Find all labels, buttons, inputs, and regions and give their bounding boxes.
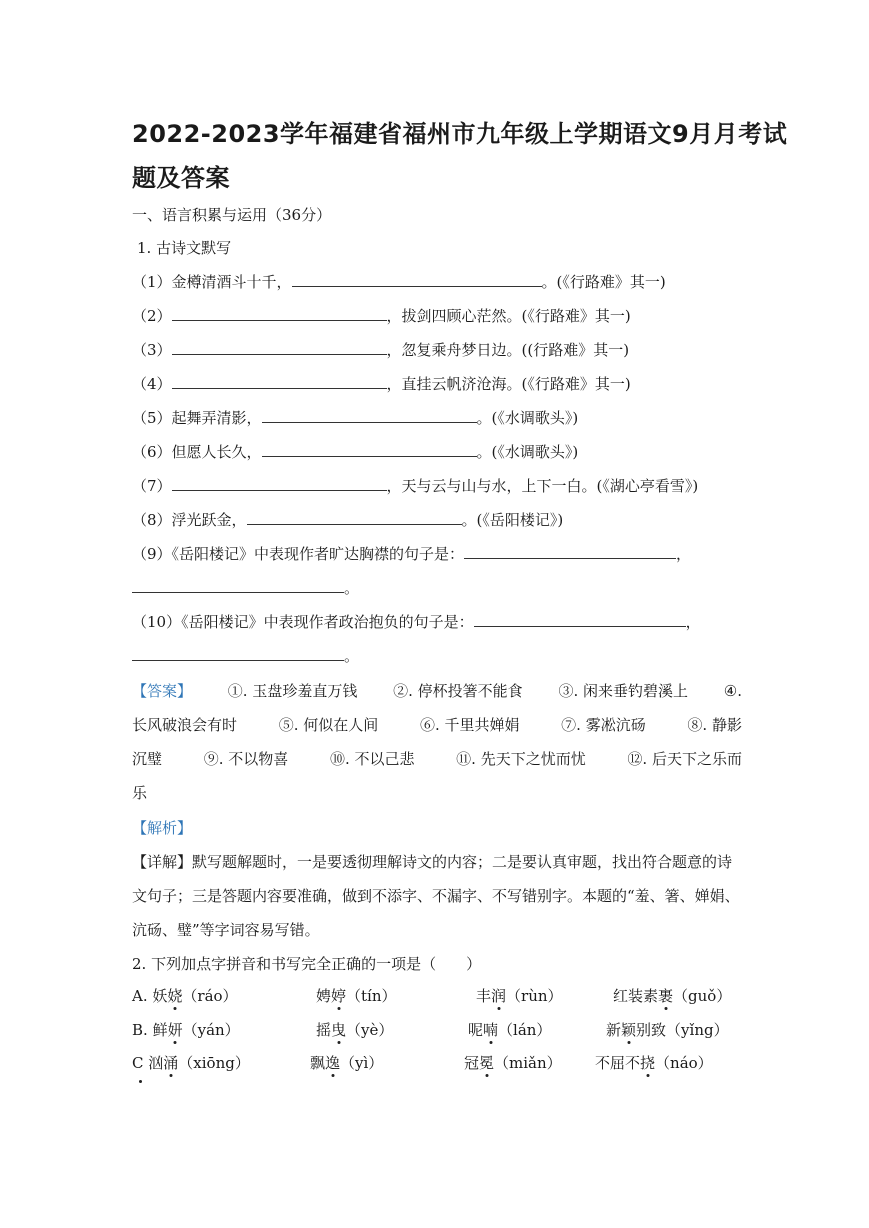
dotted-char: 颖	[621, 1021, 637, 1039]
answer-item: 沉璧	[132, 750, 163, 768]
answer-tag: 【答案】	[132, 682, 193, 700]
answer-item: ⑦. 雾凇沆砀	[561, 716, 646, 734]
answer-item: ④.	[723, 682, 742, 700]
pinyin: （ráo）	[182, 987, 238, 1005]
answer-blank	[132, 646, 344, 661]
word-char: 摇	[316, 1021, 332, 1039]
item-source: 。(《岳阳楼记》)	[461, 511, 564, 529]
answer-item: ②. 停杯投箸不能食	[393, 682, 523, 700]
q1-item-10	[132, 612, 701, 632]
option-a-word-3	[476, 986, 563, 1006]
q1-item-9-cont	[132, 578, 359, 598]
q1-item-1	[132, 272, 666, 292]
item-text: （10）《岳阳楼记》中表现作者政治抱负的句子是：	[132, 613, 474, 631]
item-text: （8）浮光跃金，	[132, 511, 247, 529]
option-b-word-4	[606, 1020, 729, 1040]
item-source: ，拔剑四顾心茫然。(《行路难》其一)	[386, 307, 631, 325]
pinyin: （yì）	[340, 1054, 384, 1072]
q1-item-10-cont	[132, 646, 359, 666]
option-a-word-4	[613, 986, 731, 1006]
dotted-char: 润	[491, 987, 507, 1005]
q1-item-3	[132, 340, 629, 360]
word-char: 呢	[468, 1021, 484, 1039]
answer-item: ⑫. 后天下之乐而	[627, 750, 742, 768]
item-text: （7）	[132, 477, 172, 495]
item-source: ，直挂云帆济沧海。(《行路难》其一)	[386, 375, 631, 393]
item-source: 。(《行路难》其一)	[541, 273, 666, 291]
answer-row-2	[132, 715, 742, 735]
option-c-word-1	[132, 1053, 250, 1073]
option-c-word-3	[464, 1053, 562, 1073]
pinyin: （lán）	[498, 1021, 552, 1039]
dotted-char: 妍	[167, 1021, 183, 1039]
answer-item: ⑥. 千里共婵娟	[419, 716, 520, 734]
pinyin: （xiōng）	[178, 1054, 250, 1072]
item-text: （3）	[132, 341, 172, 359]
word-char: 飘	[310, 1054, 326, 1072]
answer-blank	[247, 510, 462, 525]
answer-blank	[464, 544, 676, 559]
pinyin: （yè）	[346, 1021, 394, 1039]
answer-item: ⑩. 不以己悲	[329, 750, 415, 768]
q1-item-4	[132, 374, 631, 394]
answer-item: ⑤. 何似在人间	[278, 716, 379, 734]
dotted-char: 喃	[483, 1021, 499, 1039]
option-a-word-1	[132, 986, 238, 1006]
pinyin: （yǐng）	[666, 1021, 729, 1039]
pinyin: （miǎn）	[494, 1054, 562, 1072]
pinyin: （rùn）	[506, 987, 563, 1005]
item-punct: ，	[685, 613, 701, 631]
option-b-word-2	[316, 1020, 393, 1040]
answer-blank	[474, 612, 686, 627]
answer-row-1	[132, 681, 742, 701]
dotted-char: 挠	[640, 1054, 656, 1072]
item-punct: 。	[344, 647, 360, 665]
word-char: 新	[606, 1021, 622, 1039]
option-label: C	[132, 1054, 149, 1072]
emphasis-dot	[139, 1080, 142, 1083]
option-label: B.	[132, 1021, 153, 1039]
q1-item-8	[132, 510, 563, 530]
answer-blank	[262, 442, 477, 457]
option-b-word-1	[132, 1020, 240, 1040]
word-char: 汹	[148, 1054, 164, 1072]
dotted-char: 涌	[163, 1054, 179, 1072]
analysis-line-1: 【详解】默写题解题时，一是要透彻理解诗文的内容；二是要认真审题，找出符合题意的诗	[132, 853, 733, 871]
dotted-char: 娆	[167, 987, 183, 1005]
answer-item: ⑧. 静影	[687, 716, 742, 734]
word-char: 不屈不	[595, 1054, 641, 1072]
item-text: （1）金樽清酒斗十千，	[132, 273, 292, 291]
item-source: 。(《水调歌头》)	[476, 443, 579, 461]
word-char: 红装素	[613, 987, 659, 1005]
option-a-word-2	[316, 986, 397, 1006]
option-b-word-3	[468, 1020, 551, 1040]
answer-blank	[292, 272, 542, 287]
option-c-word-4	[595, 1053, 713, 1073]
q1-item-5	[132, 408, 578, 428]
word-char: 别致	[636, 1021, 667, 1039]
pinyin: （tín）	[346, 987, 397, 1005]
item-source: 。(《水调歌头》)	[476, 409, 579, 427]
item-text: （2）	[132, 307, 172, 325]
item-source: ，天与云与山与水，上下一白。(《湖心亭看雪》)	[386, 477, 699, 495]
word-char: 冠	[464, 1054, 480, 1072]
item-punct: 。	[344, 579, 360, 597]
dotted-char: 裹	[658, 987, 674, 1005]
question-1-heading: 1. 古诗文默写	[137, 239, 232, 257]
document-title-line1: 2022-2023学年福建省福州市九年级上学期语文9月月考试	[132, 120, 788, 148]
analysis-line-2: 文句子；三是答题内容要准确，做到不添字、不漏字、不写错别字。本题的“羞、箸、婵娟、	[132, 887, 740, 905]
item-source: ，忽复乘舟梦日边。((行路难》其一)	[386, 341, 630, 359]
answer-blank	[132, 578, 344, 593]
dotted-char: 曳	[331, 1021, 347, 1039]
dotted-char: 逸	[325, 1054, 341, 1072]
answer-item: ③. 闲来垂钓碧溪上	[558, 682, 688, 700]
answer-item: ⑪. 先天下之忧而忧	[456, 750, 586, 768]
answer-row-3	[132, 749, 742, 769]
word-char: 娉	[316, 987, 332, 1005]
dotted-char: 婷	[331, 987, 347, 1005]
dotted-char: 冕	[479, 1054, 495, 1072]
answer-blank	[172, 306, 387, 321]
q1-item-9	[132, 544, 691, 564]
item-text: （9）《岳阳楼记》中表现作者旷达胸襟的句子是：	[132, 545, 465, 563]
word-char: 妖	[152, 987, 168, 1005]
answer-blank	[262, 408, 477, 423]
answer-item: ①. 玉盘珍羞直万钱	[227, 682, 358, 700]
section-heading: 一、语言积累与运用（36分）	[132, 206, 332, 224]
word-char: 鲜	[152, 1021, 168, 1039]
document-title-line2: 题及答案	[132, 164, 230, 192]
answer-item: 长风破浪会有时	[132, 716, 238, 734]
pinyin: （yán）	[182, 1021, 240, 1039]
option-label: A.	[132, 987, 153, 1005]
analysis-line-3: 沆砀、璧”等字词容易写错。	[132, 921, 320, 939]
item-text: （6）但愿人长久，	[132, 443, 262, 461]
word-char: 丰	[476, 987, 492, 1005]
q1-item-2	[132, 306, 631, 326]
item-text: （4）	[132, 375, 172, 393]
answer-row-4: 乐	[132, 784, 148, 802]
analysis-tag: 【解析】	[132, 819, 193, 837]
option-c-word-2	[310, 1053, 383, 1073]
question-2-heading: 2. 下列加点字拼音和书写完全正确的一项是（ ）	[132, 955, 482, 973]
item-punct: ，	[676, 545, 692, 563]
answer-item: ⑨. 不以物喜	[203, 750, 289, 768]
q1-item-6	[132, 442, 578, 462]
answer-blank	[172, 476, 387, 491]
answer-blank	[172, 374, 387, 389]
q1-item-7	[132, 476, 698, 496]
item-text: （5）起舞弄清影，	[132, 409, 262, 427]
pinyin: （náo）	[655, 1054, 713, 1072]
pinyin: （guǒ）	[673, 987, 732, 1005]
answer-blank	[172, 340, 387, 355]
